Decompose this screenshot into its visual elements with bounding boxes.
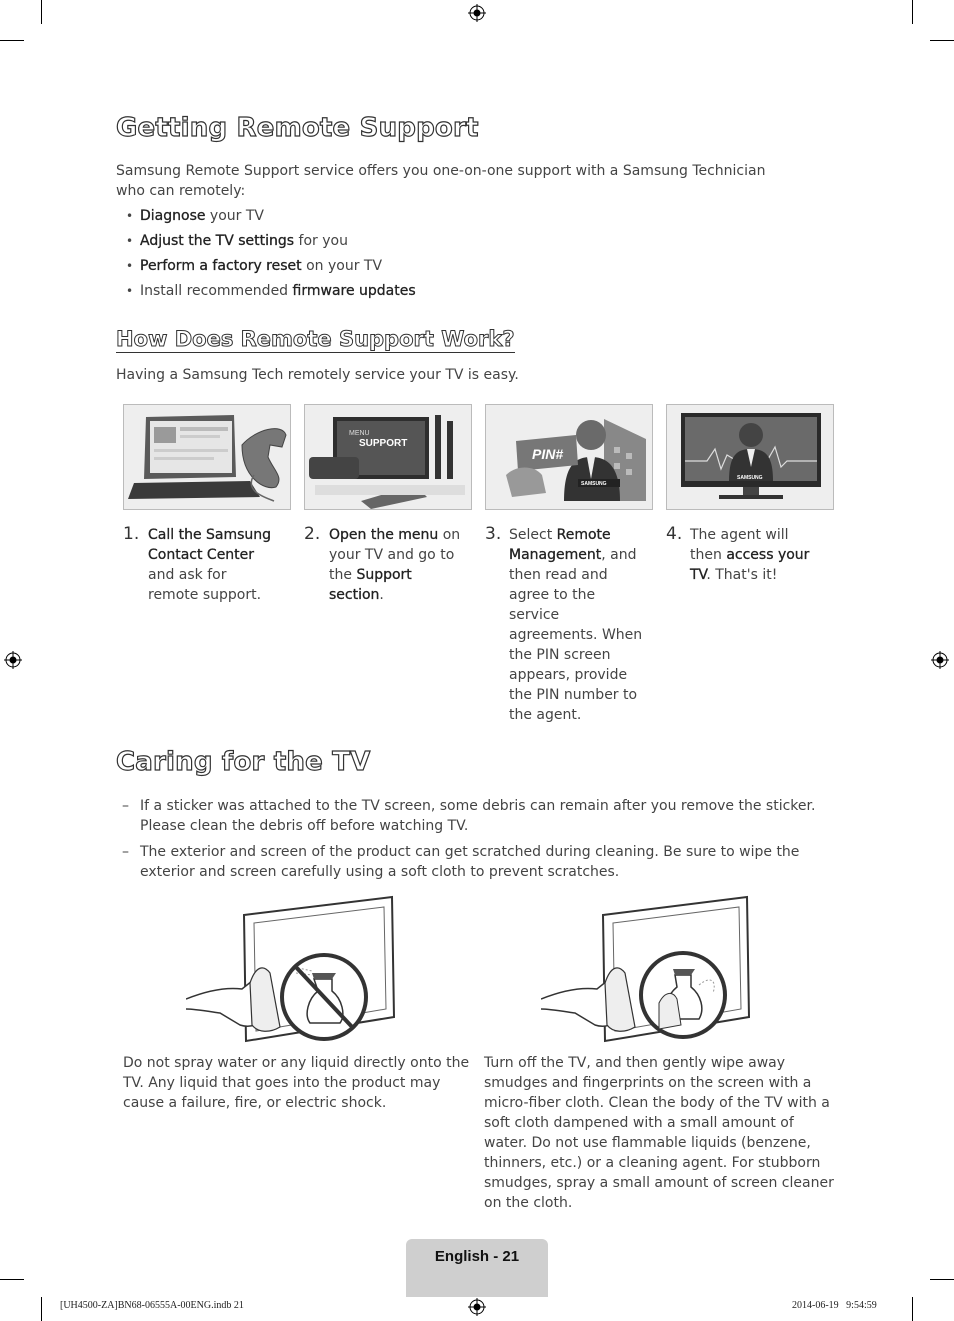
step-3-image	[485, 404, 653, 510]
support-word: SUPPORT	[359, 438, 408, 449]
section-title-how-it-works: How Does Remote Support Work?	[116, 327, 515, 351]
page-number-badge	[406, 1239, 548, 1297]
step-number: 1.	[123, 524, 140, 544]
step-4-image	[666, 404, 834, 510]
caption-wipe: Turn off the TV, and then gently wipe away smudges and fingerprints on the screen with a micro-fiber cloth. Clean the body of the TV with a soft cloth dampened with a small amount of water. Do not use flammable liquids (benzene, thinners, etc.) or a cleaning agent. For stubborn smudges, spray a small amount of screen cleaner on the cloth.	[484, 1055, 834, 1211]
crop-mark	[930, 40, 954, 41]
step-3-text: Select Remote Management, and then read and agree to the service agreements. When the PIN screen appears, provide the PIN number to the agent.	[509, 527, 643, 723]
brand-word: SAMSUNG	[581, 481, 607, 487]
section-title-remote-support: Getting Remote Support	[116, 113, 479, 143]
crop-mark	[0, 1279, 24, 1280]
crop-mark	[912, 0, 913, 24]
crop-mark	[41, 0, 42, 24]
menu-word: MENU	[349, 430, 370, 437]
step-number: 2.	[304, 524, 321, 544]
pin-agent-icon	[486, 405, 653, 510]
caring-item-1: – If a sticker was attached to the TV screen, some debris can remain after you remove the sticker. Please clean the debris off before watching TV.	[122, 798, 816, 834]
crop-mark	[0, 40, 24, 41]
step-number: 3.	[485, 524, 502, 544]
footer-timestamp: 2014-06-19 9:54:59	[792, 1300, 877, 1311]
laptop-phone-icon	[124, 405, 291, 510]
list-item: • Adjust the TV settings for you	[116, 231, 416, 256]
registration-mark-icon	[468, 4, 486, 22]
list-item: • Diagnose your TV	[116, 206, 416, 231]
crop-mark	[930, 1279, 954, 1280]
crop-mark	[41, 1297, 42, 1321]
pin-word: PIN#	[532, 446, 564, 462]
step-number: 4.	[666, 524, 683, 544]
step-1-text: Call the Samsung Contact Center and ask for remote support.	[148, 527, 272, 603]
registration-mark-icon	[931, 651, 949, 669]
registration-mark-icon	[4, 651, 22, 669]
remote-support-capabilities	[116, 206, 416, 306]
caption-no-spray: Do not spray water or any liquid directly onto the TV. Any liquid that goes into the product may cause a failure, fire, or electric shock.	[123, 1055, 470, 1111]
no-spray-illustration-icon	[186, 895, 396, 1045]
caring-item-2: – The exterior and screen of the product can get scratched during cleaning. Be sure to wipe the exterior and screen carefully using a soft cloth to prevent scratches.	[122, 844, 800, 880]
brand-word: SAMSUNG	[737, 475, 763, 481]
list-item: • Perform a factory reset on your TV	[116, 256, 416, 281]
tv-agent-icon	[667, 405, 834, 510]
remote-support-intro: Samsung Remote Support service offers you one-on-one support with a Samsung Technician who can remotely:	[116, 163, 766, 199]
registration-mark-icon	[468, 1298, 486, 1316]
how-it-works-intro: Having a Samsung Tech remotely service your TV is easy.	[116, 367, 519, 383]
step-4-text: The agent will then access your TV. That's it!	[690, 527, 810, 583]
step-2-image	[304, 404, 472, 510]
footer-file-info: [UH4500-ZA]BN68-06555A-00ENG.indb 21	[60, 1300, 244, 1311]
list-item: • Install recommended firmware updates	[116, 281, 416, 306]
crop-mark	[912, 1297, 913, 1321]
page-number: English - 21	[434, 1248, 520, 1265]
step-2-text: Open the menu on your TV and go to the Support section.	[329, 527, 461, 603]
wipe-cloth-illustration-icon	[541, 895, 751, 1045]
step-1-image	[123, 404, 291, 510]
section-title-caring: Caring for the TV	[116, 747, 371, 777]
tv-menu-icon	[305, 405, 472, 510]
